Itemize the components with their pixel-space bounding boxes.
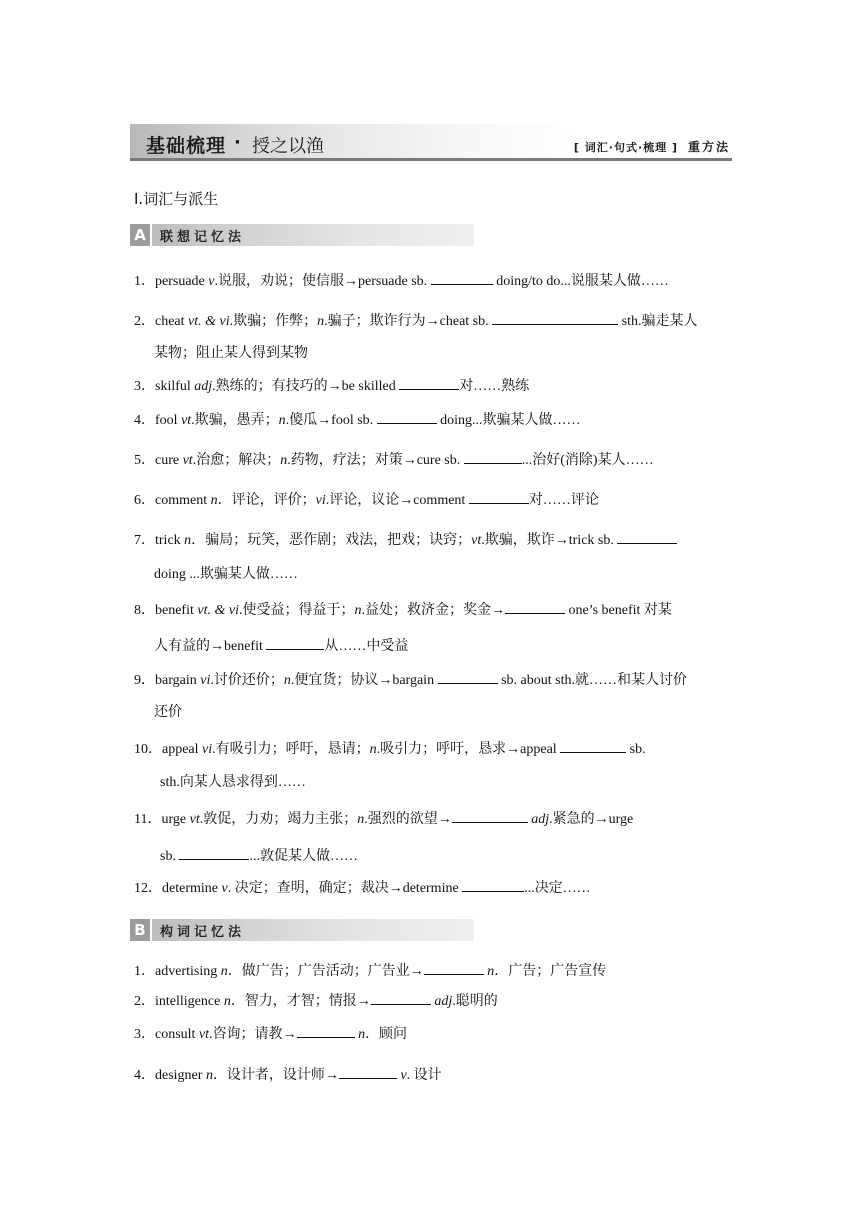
- banner-title: 基础梳理: [146, 135, 227, 157]
- fill-blank[interactable]: [462, 877, 524, 892]
- banner-subtitle: 授之以渔: [252, 136, 324, 157]
- list-item: [134, 489, 599, 510]
- list-item: [134, 409, 581, 430]
- part-a-label: 联想记忆法: [160, 230, 246, 245]
- item-pos: n: [220, 964, 228, 979]
- section-title: Ⅰ.词汇与派生: [134, 190, 219, 208]
- item-text: .有吸引力；呼吁，恳请；: [212, 742, 370, 757]
- list-item: [134, 990, 498, 1011]
- item-word: determine: [162, 881, 222, 896]
- item-text: .讨价还价；: [210, 673, 284, 688]
- item-text: .强烈的欲望→: [364, 812, 452, 827]
- item-number: 5．: [134, 453, 155, 468]
- item-pos: vi: [202, 742, 213, 757]
- item-number: 7．: [134, 533, 155, 548]
- item-text: .说服，劝说；使信服→persuade sb.: [214, 274, 431, 289]
- item-text: ...决定……: [524, 881, 591, 896]
- item-word: comment: [155, 493, 211, 508]
- item-text: 从……中受益: [324, 639, 409, 654]
- item-text: 对……熟练: [459, 379, 530, 394]
- item-number: 4．: [134, 413, 155, 428]
- list-item: [134, 270, 669, 291]
- fill-blank[interactable]: [431, 270, 493, 285]
- part-a-banner: [130, 224, 474, 246]
- list-item-continuation: [160, 845, 358, 866]
- item-text: ．骗局；玩笑，恶作剧；戏法，把戏；诀窍；: [191, 533, 472, 548]
- fill-blank[interactable]: [179, 845, 249, 860]
- item-number: 4．: [134, 1068, 155, 1083]
- item-word: designer: [155, 1068, 206, 1083]
- item-pos: n: [487, 964, 495, 979]
- list-item: [134, 1023, 407, 1044]
- item-word: intelligence: [155, 994, 224, 1009]
- item-text: sb.: [160, 849, 180, 864]
- item-text: .骗子；欺诈行为→cheat sb.: [324, 314, 493, 329]
- banner-tag-method: 重方法: [687, 140, 730, 154]
- fill-blank[interactable]: [492, 310, 618, 325]
- item-text: .紧急的→urge: [549, 812, 634, 827]
- list-item: [134, 449, 654, 470]
- item-number: 1．: [134, 964, 155, 979]
- list-item-continuation: [154, 635, 408, 656]
- list-item: [134, 960, 606, 981]
- item-pos: adj: [194, 379, 213, 394]
- item-text: .傻瓜→fool sb.: [285, 413, 377, 428]
- item-number: 10．: [134, 742, 162, 757]
- item-pos: vt: [198, 1027, 210, 1042]
- item-number: 3．: [134, 1027, 155, 1042]
- fill-blank[interactable]: [371, 990, 431, 1005]
- item-word: fool: [155, 413, 182, 428]
- fill-blank[interactable]: [438, 669, 498, 684]
- item-pos: n: [223, 994, 231, 1009]
- fill-blank[interactable]: [505, 599, 565, 614]
- item-text: sb. about sth.就……和某人讨价: [497, 673, 687, 688]
- fill-blank[interactable]: [560, 738, 626, 753]
- item-text: .评论，议论→comment: [325, 493, 469, 508]
- item-pos: n: [210, 493, 218, 508]
- list-item: [134, 310, 697, 331]
- item-number: 11．: [134, 812, 162, 827]
- item-word: cheat: [155, 314, 189, 329]
- item-pos: v: [221, 881, 228, 896]
- item-pos: vt. & vi: [188, 314, 230, 329]
- item-pos: adj: [434, 994, 453, 1009]
- item-pos: n: [317, 314, 325, 329]
- fill-blank[interactable]: [469, 489, 529, 504]
- item-pos: n: [184, 533, 192, 548]
- part-b-banner: [130, 919, 474, 941]
- item-pos: n: [280, 453, 288, 468]
- item-word: benefit: [155, 603, 198, 618]
- list-item: [134, 375, 529, 396]
- fill-blank[interactable]: [464, 449, 522, 464]
- fill-blank[interactable]: [452, 808, 528, 823]
- item-text: sth.骗走某人: [618, 314, 698, 329]
- item-pos: n: [278, 413, 286, 428]
- item-text: 人有益的→benefit: [154, 639, 267, 654]
- item-text: sb.: [626, 742, 646, 757]
- item-word: urge: [161, 812, 190, 827]
- item-text: . 设计: [406, 1068, 442, 1083]
- item-text: 对……评论: [528, 493, 599, 508]
- item-word: cure: [155, 453, 183, 468]
- section-banner: [130, 124, 732, 162]
- item-pos: n: [205, 1068, 213, 1083]
- fill-blank[interactable]: [377, 409, 437, 424]
- item-number: 1．: [134, 274, 155, 289]
- item-number: 3．: [134, 379, 155, 394]
- item-number: 6．: [134, 493, 155, 508]
- item-pos: n: [283, 673, 291, 688]
- item-text: ．智力，才智；情报→: [230, 994, 371, 1009]
- item-text: ...治好(消除)某人……: [521, 453, 654, 468]
- list-item: [134, 877, 591, 898]
- fill-blank[interactable]: [297, 1023, 355, 1038]
- item-word: skilful: [155, 379, 195, 394]
- fill-blank[interactable]: [266, 635, 324, 650]
- list-item: [134, 1064, 442, 1085]
- list-item: [134, 599, 672, 620]
- item-pos: vi: [200, 673, 211, 688]
- banner-tag-categories: [ 词汇·句式·梳理 ]: [573, 141, 678, 154]
- item-text: one’s benefit 对某: [564, 603, 672, 618]
- list-item-continuation: sth.向某人恳求得到……: [160, 775, 306, 790]
- item-text: .便宜货；协议→bargain: [290, 673, 438, 688]
- item-word: persuade: [155, 274, 209, 289]
- list-item: [134, 669, 687, 690]
- item-text: .使受益；得益于；: [238, 603, 355, 618]
- item-text: ...敦促某人做……: [249, 849, 358, 864]
- item-text: ．设计者，设计师→: [212, 1068, 339, 1083]
- item-pos: vt: [471, 533, 482, 548]
- item-word: consult: [155, 1027, 199, 1042]
- fill-blank[interactable]: [399, 375, 459, 390]
- item-text: doing/to do...说服某人做……: [492, 274, 669, 289]
- item-pos: v: [400, 1068, 407, 1083]
- fill-blank[interactable]: [424, 960, 484, 975]
- item-text: ．评论，评价；: [217, 493, 316, 508]
- item-pos: vi: [315, 493, 326, 508]
- banner-dot: ·: [234, 132, 241, 153]
- item-number: 9．: [134, 673, 155, 688]
- item-word: trick: [155, 533, 185, 548]
- list-item: [134, 808, 633, 829]
- item-text: doing...欺骗某人做……: [436, 413, 581, 428]
- list-item: [134, 738, 646, 759]
- part-b-label: 构词记忆法: [160, 925, 246, 940]
- item-text: .敦促，力劝；竭力主张；: [199, 812, 358, 827]
- item-pos: vt: [181, 413, 192, 428]
- item-number: 12．: [134, 881, 162, 896]
- item-text: .药物，疗法；对策→cure sb.: [287, 453, 464, 468]
- list-item: [134, 529, 677, 550]
- item-pos: n: [354, 603, 362, 618]
- list-item-continuation: doing ...欺骗某人做……: [154, 567, 298, 582]
- item-text: .欺骗，愚弄；: [191, 413, 279, 428]
- item-text: .咨询；请教→: [209, 1027, 297, 1042]
- item-word: appeal: [162, 742, 203, 757]
- item-text: .治愈；解决；: [192, 453, 281, 468]
- list-item-continuation: 还价: [154, 705, 182, 720]
- item-pos: n: [358, 1027, 366, 1042]
- item-word: advertising: [155, 964, 221, 979]
- item-pos: vt. & vi: [197, 603, 239, 618]
- list-item-continuation: 某物；阻止某人得到某物: [154, 346, 308, 361]
- item-pos: adj: [531, 812, 550, 827]
- item-pos: n: [369, 742, 377, 757]
- banner-tag: [574, 138, 730, 155]
- item-text: . 决定；查明，确定；裁决→determine: [227, 881, 463, 896]
- banner-rule: [130, 158, 732, 161]
- part-b-letter: B: [130, 919, 150, 941]
- part-a-letter: A: [130, 224, 150, 246]
- fill-blank[interactable]: [617, 529, 677, 544]
- item-text: .聪明的: [452, 994, 498, 1009]
- item-number: 2．: [134, 994, 155, 1009]
- item-text: .吸引力；呼吁，恳求→appeal: [376, 742, 561, 757]
- item-text: ．做广告；广告活动；广告业→: [227, 964, 424, 979]
- item-text: ．顾问: [365, 1027, 408, 1042]
- item-pos: n: [357, 812, 365, 827]
- fill-blank[interactable]: [339, 1064, 397, 1079]
- item-text: .熟练的；有技巧的→be skilled: [212, 379, 400, 394]
- item-text: .欺骗；作弊；: [229, 314, 318, 329]
- item-text: ．广告；广告宣传: [494, 964, 607, 979]
- item-text: .欺骗，欺诈→trick sb.: [481, 533, 618, 548]
- item-word: bargain: [155, 673, 201, 688]
- item-pos: vt: [182, 453, 193, 468]
- item-number: 8．: [134, 603, 155, 618]
- item-number: 2．: [134, 314, 155, 329]
- item-text: .益处；救济金；奖金→: [361, 603, 505, 618]
- item-pos: vt: [189, 812, 200, 827]
- item-pos: v: [208, 274, 215, 289]
